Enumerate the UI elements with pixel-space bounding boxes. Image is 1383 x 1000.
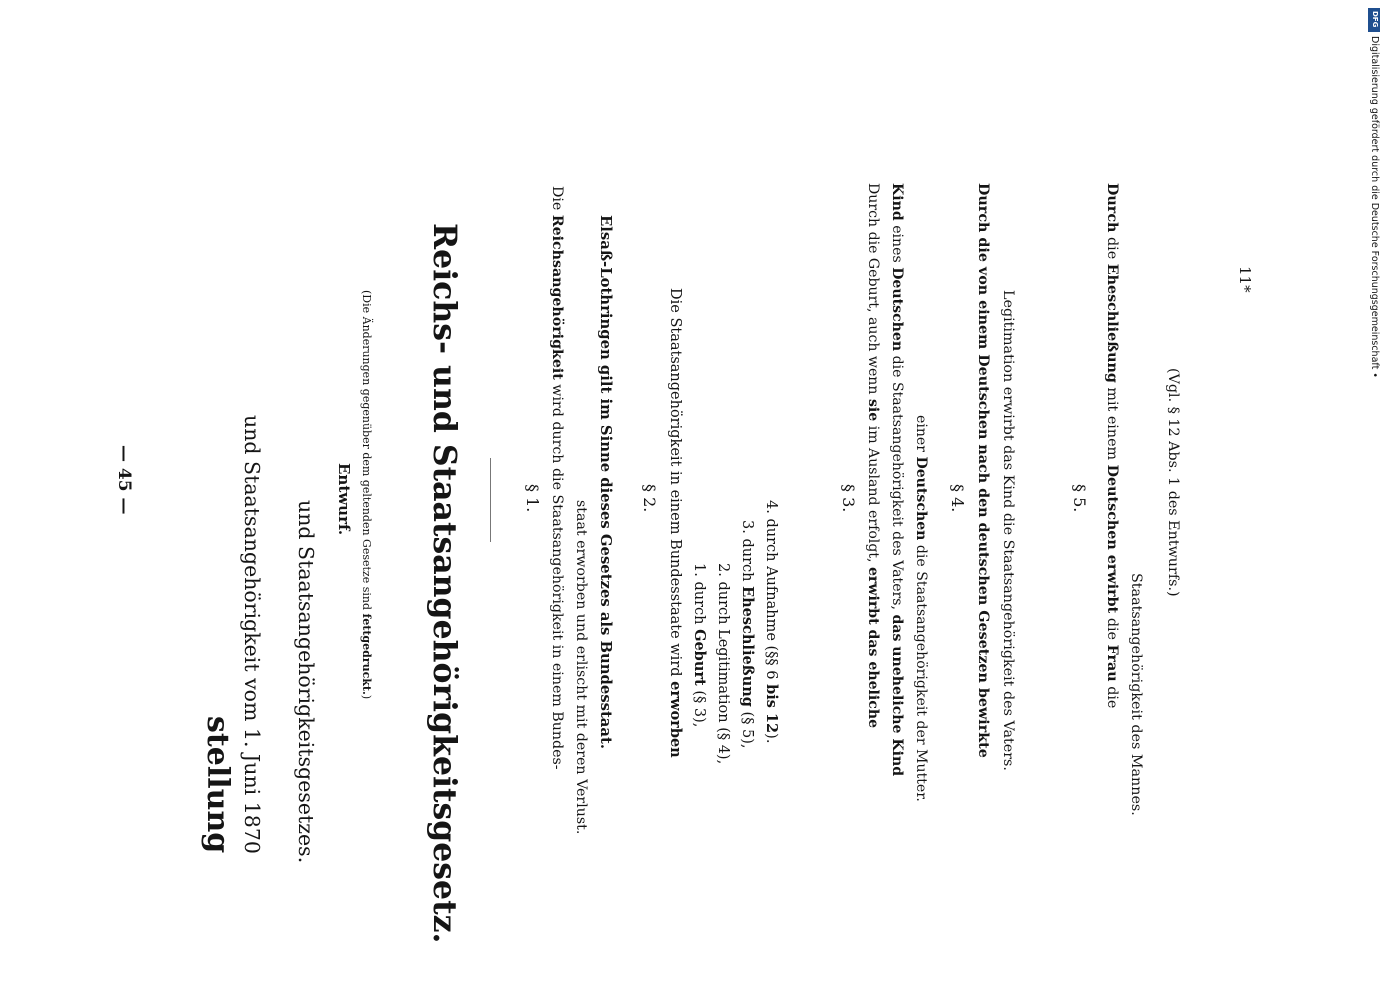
section-4-heading: § 4. [948, 484, 967, 513]
section-1-line-3: Elsaß-Lothringen gilt im Sinne dieses Gesetzes als Bundesstaat. [597, 215, 614, 749]
s3-l3-a: einer [913, 415, 929, 457]
s2-item3-bold: Eheschließung [739, 586, 756, 707]
section-3-line-1 [866, 183, 880, 728]
s2-item1-bold: Geburt [691, 629, 708, 686]
s3-l2-e: das uneheliche Kind [889, 614, 905, 777]
s3-l2-c: Deutschen [889, 267, 905, 352]
section-2-heading: § 2. [640, 484, 659, 513]
section-2-item-2: 2. durch Legitimation (§ 4), [715, 563, 731, 765]
draft-label: Entwurf. [335, 463, 353, 536]
section-2-intro [668, 288, 683, 758]
s3-l1-a: Durch die Geburt, auch wenn [865, 183, 881, 399]
header-line-1: und Staatsangehörigkeit vom 1. Juni 1870 [240, 415, 264, 854]
section-3-line-2 [890, 183, 904, 776]
s5-l1-f: erwirbt [1104, 549, 1120, 614]
s3-l1-b: sie [865, 398, 881, 422]
header-line-2: und Staatsangehörigkeitsgesetzes. [294, 500, 318, 864]
s5-l1-a: Durch [1104, 183, 1120, 233]
section-4-line-1: Durch die von einem Deutschen nach den deutschen Gesetzen bewirkte [975, 183, 991, 758]
s5-l1-e: Deutschen [1104, 464, 1120, 550]
divider-line [490, 458, 491, 542]
draft-note [361, 290, 372, 699]
s5-l1-g: die [1104, 613, 1120, 645]
section-2-item-3 [740, 520, 755, 749]
s3-l2-a: Kind [889, 183, 905, 221]
section-1-line-2: staat erworben und erlischt mit deren Verlust. [573, 500, 589, 835]
section-2-item-1 [692, 563, 707, 727]
section-1-line-1 [550, 186, 564, 770]
signature-mark: 11* [1236, 266, 1254, 293]
s5-l1-d: mit einem [1104, 382, 1120, 465]
section-3-heading: § 3. [839, 484, 858, 513]
section-5-heading: § 5. [1070, 484, 1089, 513]
law-title: Reichs- und Staatsangehörigkeitsgesetz. [426, 223, 463, 944]
s5-l1-i: die [1104, 681, 1120, 709]
s5-l1-h: Frau [1104, 644, 1120, 682]
draft-note-bold: fettgedruckt. [360, 613, 373, 695]
s2-item1-pre: 1. durch [691, 563, 707, 630]
section-3-line-3 [914, 415, 928, 802]
s5-l1-b: die [1104, 232, 1120, 264]
s2-intro-bold: erworben [667, 681, 684, 758]
page-number: — 45 — [114, 445, 134, 515]
s3-l2-d: die Staatsangehörigkeit des Vaters, [889, 351, 905, 615]
s3-l2-b: eines [889, 220, 905, 268]
section-1-heading: § 1. [523, 484, 542, 513]
s3-l1-c: im Ausland erfolgt, [865, 421, 881, 567]
section-2-item-4 [764, 500, 779, 743]
s3-l3-b: Deutschen [913, 456, 929, 541]
s2-item3-pre: 3. durch [739, 520, 755, 587]
dfg-logo-text: DFG [1371, 11, 1379, 28]
s1-text-bold: Reichsangehörigkeit [549, 214, 565, 380]
section-4-line-2: Legitimation erwirbt das Kind die Staatsangehörigkeit des Vaters. [1000, 290, 1016, 771]
section-5-line-2: Staatsangehörigkeit des Mannes. [1128, 573, 1144, 816]
s2-item4-bold: bis 12 [763, 684, 780, 734]
s2-item3-post: (§ 5), [739, 706, 755, 749]
draft-note-prefix: (Die Änderungen gegenüber dem geltenden Gesetze sind [360, 290, 373, 614]
digitization-credit: Digitalisierung gefördert durch die Deutsche Forschungsgemeinschaft • [1369, 36, 1380, 378]
draft-note-suffix: ) [360, 694, 373, 700]
s2-intro-a: Die Staatsangehörigkeit in einem Bundesstaate wird [667, 288, 683, 682]
section-5-reference: (Vgl. § 12 Abs. 1 des Entwurfs.) [1165, 368, 1181, 597]
s5-l1-c: Eheschließung [1104, 263, 1120, 383]
s1-text-a: Die [549, 186, 565, 215]
s3-l1-d: erwirbt das eheliche [865, 566, 881, 729]
dfg-logo [1368, 8, 1380, 32]
s1-text-c: wird durch die Staatsangehörigkeit in einem Bundes- [549, 379, 565, 770]
s2-item4-post: ). [763, 733, 779, 744]
section-5-line-1 [1105, 183, 1119, 708]
s2-item1-post: (§ 3), [691, 685, 707, 728]
s3-l3-c: die Staatsangehörigkeit der Mutter. [913, 540, 929, 802]
header-title-word: stellung [200, 716, 235, 854]
s2-item4-pre: 4. durch Aufnahme (§§ 6 [763, 500, 779, 685]
